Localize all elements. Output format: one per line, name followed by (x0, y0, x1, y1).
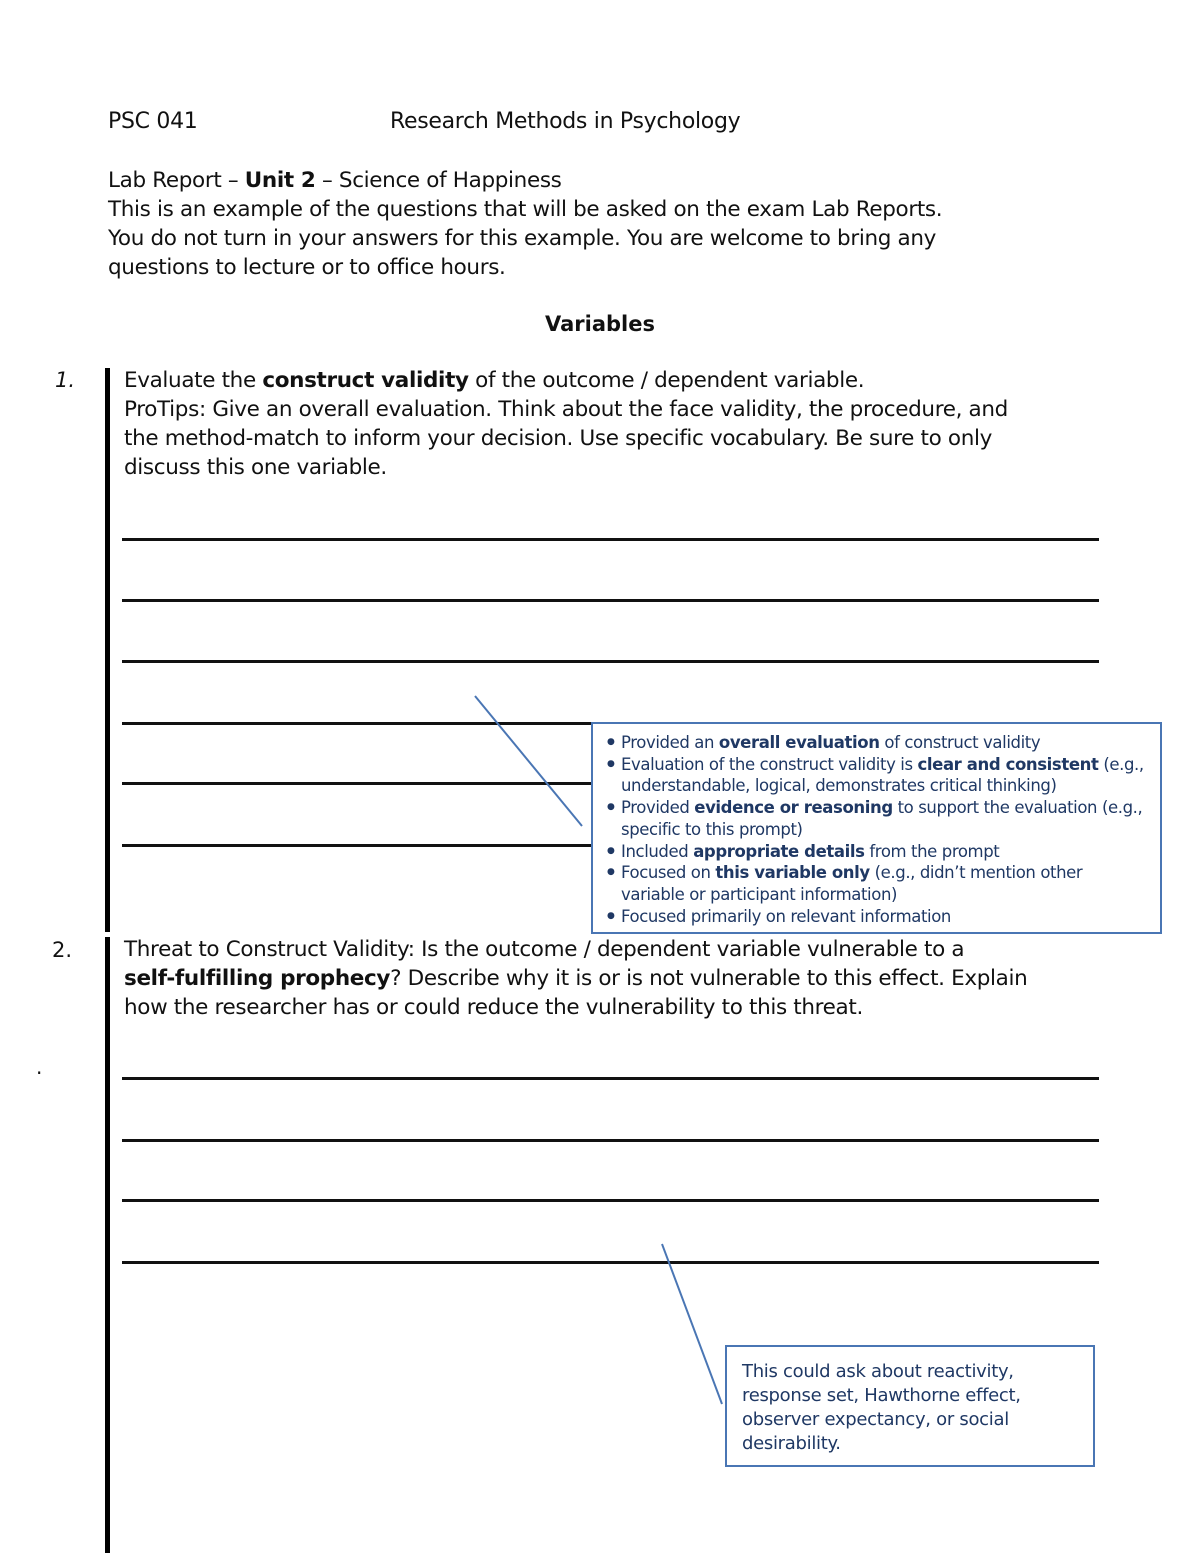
rubric-text: to support the evaluation (e.g., specific to this prompt) (621, 798, 1143, 839)
rubric-list (605, 732, 1150, 927)
callout-1-leader (475, 696, 582, 826)
rubric-text: (e.g., didn’t mention other variable or participant information) (621, 863, 1083, 904)
rubric-key: evidence or reasoning (694, 798, 893, 818)
callout-2-leader (662, 1244, 722, 1404)
rubric-text: Evaluation of the construct validity is (621, 754, 918, 774)
rubric-callout (591, 722, 1162, 934)
rubric-text: from the prompt (864, 841, 1000, 861)
question-2-line-3: how the researcher has or could reduce the vulnerability to this threat. (124, 995, 863, 1020)
rubric-text: (e.g., understandable, logical, demonstrates critical thinking) (621, 754, 1144, 796)
rubric-item (605, 754, 1150, 797)
q2-suffix: ? Describe why it is or is not vulnerable to this effect. Explain (390, 966, 1028, 991)
note-line: response set, Hawthorne effect, (742, 1385, 1021, 1406)
rubric-item (605, 732, 1150, 754)
rubric-text: of construct validity (879, 733, 1041, 752)
threats-note-callout (725, 1345, 1095, 1467)
intro-title-prefix: Lab Report – (108, 168, 245, 193)
question-1-protips-1: ProTips: Give an overall evaluation. Think about the face validity, the procedure, and (124, 397, 1008, 422)
question-2-line-2 (124, 964, 1124, 993)
question-1-protips-2: the method-match to inform your decision. Use specific vocabulary. Be sure to only (124, 426, 992, 451)
intro-unit: Unit 2 (244, 168, 316, 193)
rubric-text: Focused on (621, 863, 716, 883)
note-line: desirability. (742, 1433, 841, 1454)
intro-line-4: questions to lecture or to office hours. (108, 255, 506, 280)
rubric-item (605, 862, 1150, 905)
rubric-text: Included (621, 841, 694, 861)
question-2-line-1: Threat to Construct Validity: Is the outcome / dependent variable vulnerable to a (124, 937, 965, 962)
q1-prefix: Evaluate the (124, 368, 263, 393)
rubric-text: Focused primarily on relevant information (621, 906, 951, 926)
rubric-item (605, 797, 1150, 840)
intro-topic: – Science of Happiness (315, 168, 562, 193)
note-line: observer expectancy, or social (742, 1409, 1009, 1430)
rubric-key: overall evaluation (718, 733, 880, 752)
question-1-number: 1. (55, 368, 76, 392)
note-line: This could ask about reactivity, (742, 1361, 1014, 1382)
q1-key-term: construct validity (262, 368, 469, 393)
intro-line-2: This is an example of the questions that will be asked on the exam Lab Reports. (108, 197, 943, 222)
question-1-protips-3: discuss this one variable. (124, 455, 387, 480)
rubric-key: appropriate details (693, 841, 865, 861)
course-code: PSC 041 (108, 109, 198, 134)
q2-key-term: self-fulfilling prophecy (124, 966, 391, 991)
q1-suffix: of the outcome / dependent variable. (468, 368, 865, 393)
rubric-item (605, 841, 1150, 863)
intro-line-3: You do not turn in your answers for this example. You are welcome to bring any (108, 226, 936, 251)
question-2-number: 2. (52, 938, 73, 962)
course-title: Research Methods in Psychology (390, 109, 741, 134)
question-2-prompt (124, 935, 1124, 1022)
rubric-text: Provided an (621, 733, 719, 752)
rubric-key: this variable only (715, 863, 870, 883)
rubric-item (605, 906, 1150, 928)
rubric-text: Provided (621, 798, 695, 818)
rubric-key: clear and consistent (917, 754, 1099, 774)
margin-mark: . (36, 1055, 43, 1079)
section-title: Variables (545, 312, 655, 336)
